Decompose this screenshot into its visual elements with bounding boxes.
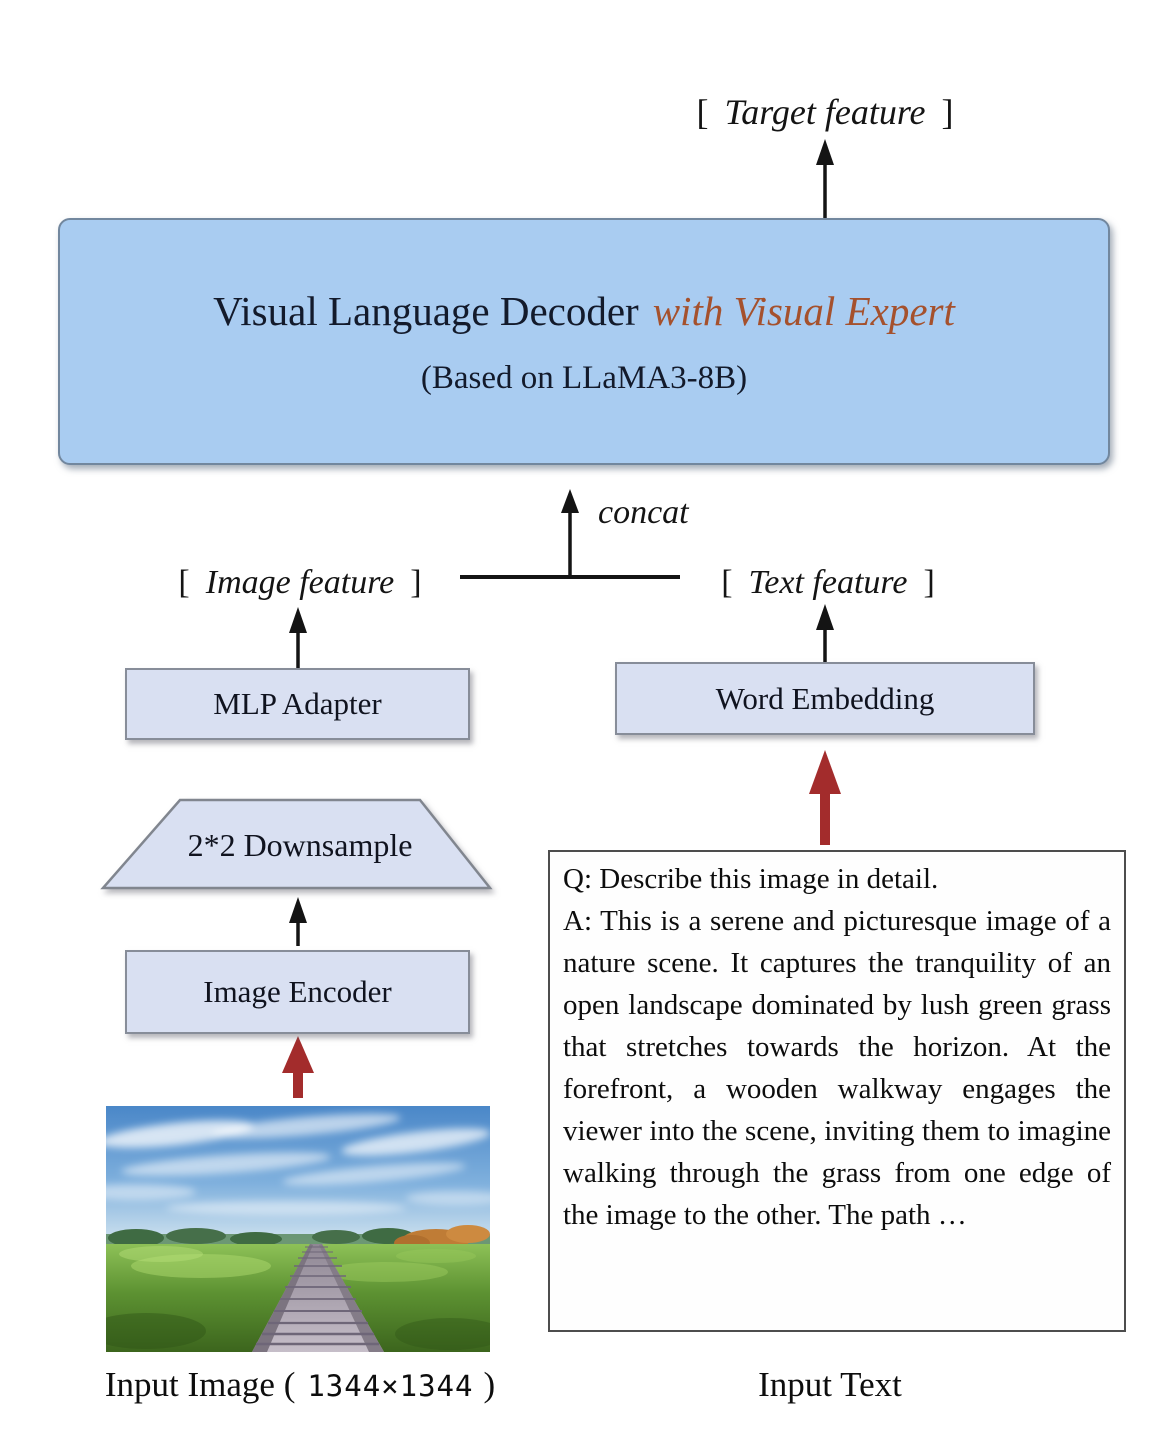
arrow-up-mlp-to-image-feature-icon	[289, 607, 307, 668]
close-bracket: ]	[923, 564, 935, 601]
text-feature-text: Text feature	[748, 564, 908, 601]
open-bracket: [	[721, 564, 733, 601]
target-feature-label	[680, 90, 969, 134]
mlp-adapter-label: MLP Adapter	[213, 686, 382, 721]
word-embedding-box	[615, 662, 1035, 735]
decoder-title	[213, 288, 955, 334]
input-image-caption	[105, 1363, 495, 1408]
open-bracket: [	[178, 564, 190, 601]
open-bracket: [	[696, 92, 709, 132]
arrow-up-downsample-to-mlp-icon	[289, 897, 307, 946]
word-embedding-label: Word Embedding	[715, 680, 935, 716]
target-feature-text: Target feature	[724, 92, 926, 132]
downsample-label: 2*2 Downsample	[187, 827, 413, 863]
close-bracket: ]	[941, 92, 954, 132]
visual-language-decoder-box	[58, 218, 1110, 465]
decoder-title-main: Visual Language Decoder	[213, 287, 639, 334]
input-image-caption-prefix: Input Image (	[104, 1365, 296, 1404]
text-feature-label	[705, 561, 951, 605]
decoder-subtitle: (Based on LLaMA3-8B)	[420, 359, 748, 396]
input-text-box	[548, 850, 1126, 1332]
input-image-caption-size: 1344×1344	[307, 1369, 474, 1403]
image-encoder-box	[125, 950, 470, 1034]
image-encoder-label: Image Encoder	[203, 974, 392, 1009]
image-feature-text: Image feature	[205, 564, 395, 601]
decoder-title-accent: with Visual Expert	[652, 287, 955, 334]
arrow-up-embedding-to-text-feature-icon	[816, 604, 834, 662]
mlp-adapter-box	[125, 668, 470, 740]
input-text-caption: Input Text	[758, 1365, 902, 1404]
arrow-up-decoder-to-target-icon	[816, 139, 834, 218]
qa-answer: A: This is a serene and picturesque image of a nature scene. It captures the tranquility of an open landscape dominated by lush green grass that stretches towards the horizon. At the forefront, a wooden walkway engages the viewer into the scene, inviting them to imagine walking through the grass from one edge of the image to the other. The path …	[563, 905, 1111, 1231]
input-image-caption-suffix: )	[483, 1365, 496, 1404]
image-feature-label	[162, 561, 437, 605]
red-arrow-up-text-input-icon	[809, 750, 841, 845]
close-bracket: ]	[410, 564, 422, 601]
input-image-photo	[106, 1106, 490, 1352]
qa-question: Q: Describe this image in detail.	[563, 863, 939, 895]
red-arrow-up-image-input-icon	[282, 1036, 314, 1098]
arrow-up-concat-icon	[561, 489, 579, 579]
concat-label: concat	[598, 494, 689, 531]
